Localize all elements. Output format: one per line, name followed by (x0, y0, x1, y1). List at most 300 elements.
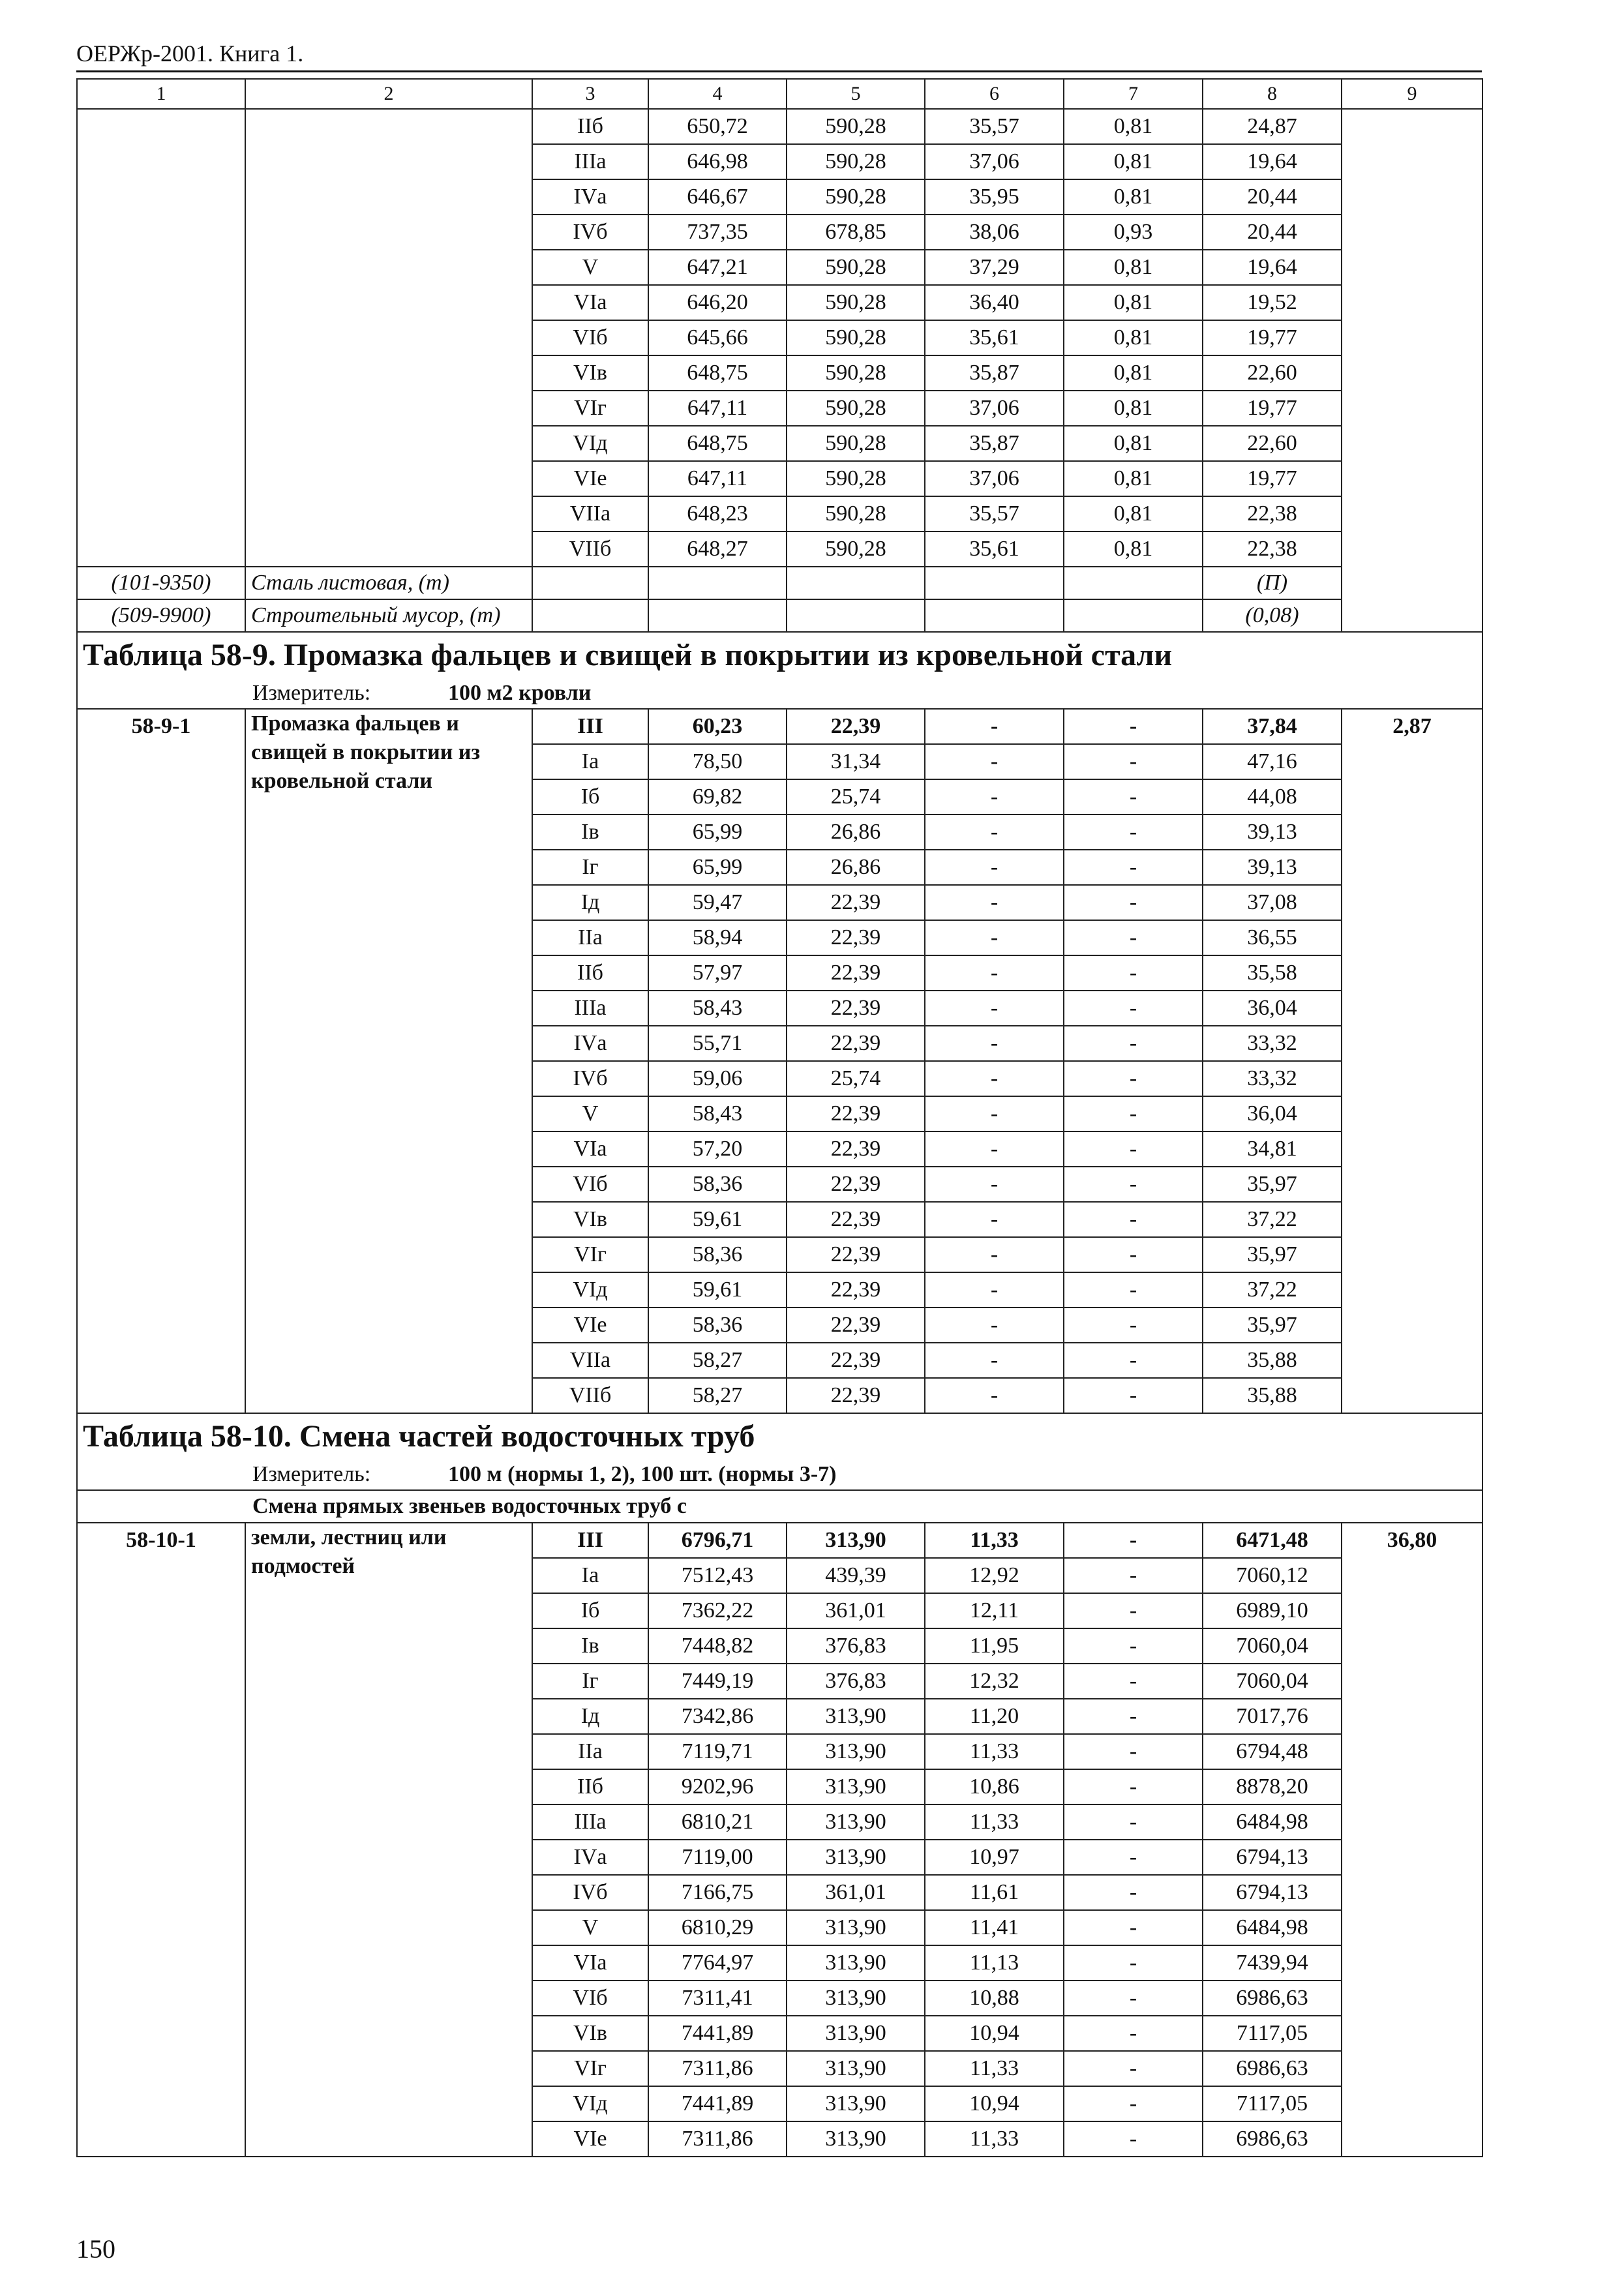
table-title: Таблица 58-9. Промазка фальцев и свищей в покрытии из кровельной стали (77, 632, 1482, 678)
direct-cost-cell: 58,43 (648, 991, 787, 1026)
material-cost-cell: 22,60 (1203, 355, 1342, 391)
empty-cell (787, 599, 925, 632)
driver-wage-cell: - (1064, 1734, 1203, 1769)
material-name: Строительный мусор, (т) (245, 599, 532, 632)
column-number: 1 (77, 79, 245, 109)
zone-cell: Iг (532, 1664, 648, 1699)
labor-cost-cell: 26,86 (787, 850, 925, 885)
machine-cost-cell: - (925, 955, 1064, 991)
direct-cost-cell: 646,98 (648, 144, 787, 179)
column-number-row (77, 79, 1482, 109)
driver-wage-cell: - (1064, 920, 1203, 955)
material-row (77, 567, 1482, 599)
direct-cost-cell: 647,21 (648, 250, 787, 285)
zone-cell: VIг (532, 2051, 648, 2086)
driver-wage-cell: - (1064, 2051, 1203, 2086)
zone-cell: IVа (532, 1026, 648, 1061)
column-number: 7 (1064, 79, 1203, 109)
material-code: (509-9900) (77, 599, 245, 632)
zone-cell: VIб (532, 1981, 648, 2016)
running-header: ОЕРЖр-2001. Книга 1. (76, 40, 304, 67)
table-row (77, 709, 1482, 744)
driver-wage-cell: - (1064, 1981, 1203, 2016)
material-cost-cell: 6484,98 (1203, 1910, 1342, 1945)
table-row (77, 1523, 1482, 1558)
direct-cost-cell: 58,43 (648, 1096, 787, 1131)
zone-cell: VIд (532, 426, 648, 461)
direct-cost-cell: 647,11 (648, 461, 787, 496)
direct-cost-cell: 7441,89 (648, 2086, 787, 2121)
labor-cost-cell: 313,90 (787, 1523, 925, 1558)
material-cost-cell: 44,08 (1203, 779, 1342, 815)
labor-cost-cell: 678,85 (787, 215, 925, 250)
machine-cost-cell: 35,95 (925, 179, 1064, 215)
col9-value: 36,80 (1342, 1523, 1482, 2157)
machine-cost-cell: - (925, 1167, 1064, 1202)
material-cost-cell: 37,22 (1203, 1272, 1342, 1308)
table-row (77, 109, 1482, 144)
labor-cost-cell: 22,39 (787, 1096, 925, 1131)
zone-cell: VIIб (532, 1378, 648, 1413)
labor-cost-cell: 590,28 (787, 496, 925, 531)
direct-cost-cell: 59,61 (648, 1202, 787, 1237)
col9-value: 2,87 (1342, 709, 1482, 1413)
zone-cell: VIа (532, 285, 648, 320)
machine-cost-cell: - (925, 779, 1064, 815)
zone-cell: Iа (532, 744, 648, 779)
direct-cost-cell: 58,36 (648, 1308, 787, 1343)
labor-cost-cell: 313,90 (787, 1840, 925, 1875)
driver-wage-cell: - (1064, 1061, 1203, 1096)
direct-cost-cell: 59,47 (648, 885, 787, 920)
column-number: 6 (925, 79, 1064, 109)
labor-cost-cell: 313,90 (787, 1769, 925, 1804)
subheading-row (77, 1490, 1482, 1523)
zone-cell: IIа (532, 920, 648, 955)
material-cost-cell: 35,97 (1203, 1167, 1342, 1202)
labor-cost-cell: 313,90 (787, 1981, 925, 2016)
labor-cost-cell: 361,01 (787, 1875, 925, 1910)
empty-cell (532, 599, 648, 632)
driver-wage-cell: - (1064, 850, 1203, 885)
material-cost-cell: 37,08 (1203, 885, 1342, 920)
labor-cost-cell: 361,01 (787, 1593, 925, 1628)
material-cost-cell: 35,58 (1203, 955, 1342, 991)
zone-cell: IIIа (532, 991, 648, 1026)
direct-cost-cell: 7342,86 (648, 1699, 787, 1734)
machine-cost-cell: 10,94 (925, 2016, 1064, 2051)
driver-wage-cell: - (1064, 1026, 1203, 1061)
zone-cell: IIб (532, 1769, 648, 1804)
driver-wage-cell: 0,81 (1064, 144, 1203, 179)
direct-cost-cell: 6810,21 (648, 1804, 787, 1840)
empty-cell (648, 599, 787, 632)
zone-cell: VIе (532, 461, 648, 496)
zone-cell: Iа (532, 1558, 648, 1593)
unit-label: Измеритель: (252, 681, 371, 705)
machine-cost-cell: 11,33 (925, 1734, 1064, 1769)
machine-cost-cell: 12,11 (925, 1593, 1064, 1628)
zone-cell: Iд (532, 1699, 648, 1734)
material-cost-cell: 6986,63 (1203, 2121, 1342, 2157)
material-cost-cell: 7060,04 (1203, 1664, 1342, 1699)
zone-cell: VIб (532, 1167, 648, 1202)
material-cost-cell: 7060,04 (1203, 1628, 1342, 1664)
labor-cost-cell: 590,28 (787, 426, 925, 461)
labor-cost-cell: 313,90 (787, 2086, 925, 2121)
driver-wage-cell: - (1064, 2121, 1203, 2157)
labor-cost-cell: 22,39 (787, 885, 925, 920)
zone-cell: Iб (532, 779, 648, 815)
machine-cost-cell: - (925, 1343, 1064, 1378)
unit-cell (77, 1459, 1482, 1490)
machine-cost-cell: 35,87 (925, 355, 1064, 391)
zone-cell: Iг (532, 850, 648, 885)
table-title: Таблица 58-10. Смена частей водосточных труб (77, 1413, 1482, 1459)
subheading: Смена прямых звеньев водосточных труб с (77, 1490, 1482, 1523)
norm-name: земли, лестниц или подмостей (245, 1523, 532, 2157)
direct-cost-cell: 7166,75 (648, 1875, 787, 1910)
labor-cost-cell: 590,28 (787, 320, 925, 355)
empty-cell (532, 567, 648, 599)
zone-cell: IVа (532, 1840, 648, 1875)
material-cost-cell: 36,04 (1203, 991, 1342, 1026)
labor-cost-cell: 25,74 (787, 1061, 925, 1096)
material-cost-cell: 24,87 (1203, 109, 1342, 144)
material-cost-cell: 19,77 (1203, 461, 1342, 496)
driver-wage-cell: - (1064, 1131, 1203, 1167)
machine-cost-cell: 11,33 (925, 1523, 1064, 1558)
machine-cost-cell: - (925, 885, 1064, 920)
column-number: 8 (1203, 79, 1342, 109)
zone-cell: IIб (532, 955, 648, 991)
unit-cell (77, 678, 1482, 709)
driver-wage-cell: 0,93 (1064, 215, 1203, 250)
direct-cost-cell: 65,99 (648, 850, 787, 885)
code-cell (77, 109, 245, 567)
direct-cost-cell: 58,36 (648, 1237, 787, 1272)
material-cost-cell: 19,77 (1203, 320, 1342, 355)
labor-cost-cell: 376,83 (787, 1664, 925, 1699)
zone-cell: IIб (532, 109, 648, 144)
driver-wage-cell: - (1064, 1202, 1203, 1237)
labor-cost-cell: 22,39 (787, 1237, 925, 1272)
driver-wage-cell: - (1064, 885, 1203, 920)
machine-cost-cell: - (925, 991, 1064, 1026)
machine-cost-cell: 11,61 (925, 1875, 1064, 1910)
labor-cost-cell: 313,90 (787, 2121, 925, 2157)
direct-cost-cell: 6796,71 (648, 1523, 787, 1558)
zone-cell: VIд (532, 1272, 648, 1308)
labor-cost-cell: 590,28 (787, 179, 925, 215)
material-cost-cell: 19,52 (1203, 285, 1342, 320)
zone-cell: VIг (532, 391, 648, 426)
machine-cost-cell: 10,86 (925, 1769, 1064, 1804)
labor-cost-cell: 313,90 (787, 1910, 925, 1945)
driver-wage-cell: - (1064, 1804, 1203, 1840)
labor-cost-cell: 22,39 (787, 920, 925, 955)
labor-cost-cell: 22,39 (787, 991, 925, 1026)
rates-table (76, 78, 1483, 2157)
direct-cost-cell: 7311,86 (648, 2051, 787, 2086)
empty-cell (1064, 567, 1203, 599)
driver-wage-cell: 0,81 (1064, 250, 1203, 285)
material-cost-cell: 35,97 (1203, 1237, 1342, 1272)
labor-cost-cell: 313,90 (787, 2051, 925, 2086)
zone-cell: Iд (532, 885, 648, 920)
material-cost-cell: 39,13 (1203, 815, 1342, 850)
machine-cost-cell: 10,88 (925, 1981, 1064, 2016)
driver-wage-cell: - (1064, 1699, 1203, 1734)
driver-wage-cell: - (1064, 1945, 1203, 1981)
driver-wage-cell: 0,81 (1064, 179, 1203, 215)
material-cost-cell: 6794,13 (1203, 1840, 1342, 1875)
driver-wage-cell: - (1064, 1628, 1203, 1664)
labor-cost-cell: 313,90 (787, 1734, 925, 1769)
direct-cost-cell: 7764,97 (648, 1945, 787, 1981)
material-cost-cell: 7060,12 (1203, 1558, 1342, 1593)
zone-cell: VIIб (532, 531, 648, 567)
zone-cell: VIв (532, 2016, 648, 2051)
driver-wage-cell: 0,81 (1064, 461, 1203, 496)
machine-cost-cell: 12,92 (925, 1558, 1064, 1593)
zone-cell: IVб (532, 1875, 648, 1910)
driver-wage-cell: 0,81 (1064, 320, 1203, 355)
empty-cell (925, 567, 1064, 599)
labor-cost-cell: 22,39 (787, 955, 925, 991)
driver-wage-cell: 0,81 (1064, 355, 1203, 391)
driver-wage-cell: 0,81 (1064, 426, 1203, 461)
labor-cost-cell: 26,86 (787, 815, 925, 850)
zone-cell: VIа (532, 1131, 648, 1167)
table-title-row (77, 1413, 1482, 1459)
driver-wage-cell: - (1064, 779, 1203, 815)
zone-cell: IVб (532, 1061, 648, 1096)
unit-row (77, 678, 1482, 709)
labor-cost-cell: 22,39 (787, 1202, 925, 1237)
zone-cell: IIIа (532, 144, 648, 179)
labor-cost-cell: 313,90 (787, 1804, 925, 1840)
material-cost-cell: 19,64 (1203, 250, 1342, 285)
driver-wage-cell: - (1064, 1840, 1203, 1875)
direct-cost-cell: 7311,86 (648, 2121, 787, 2157)
machine-cost-cell: - (925, 850, 1064, 885)
machine-cost-cell: 35,61 (925, 531, 1064, 567)
material-cost-cell: 35,97 (1203, 1308, 1342, 1343)
driver-wage-cell: - (1064, 1343, 1203, 1378)
material-row (77, 599, 1482, 632)
header-rule (76, 70, 1482, 72)
material-cost-cell: 22,38 (1203, 531, 1342, 567)
material-cost-cell: 6794,48 (1203, 1734, 1342, 1769)
machine-cost-cell: - (925, 744, 1064, 779)
zone-cell: V (532, 1910, 648, 1945)
driver-wage-cell: - (1064, 1593, 1203, 1628)
empty-cell (1064, 599, 1203, 632)
table-body (77, 79, 1482, 2157)
direct-cost-cell: 58,27 (648, 1343, 787, 1378)
material-cost-cell: 33,32 (1203, 1061, 1342, 1096)
machine-cost-cell: 36,40 (925, 285, 1064, 320)
zone-cell: V (532, 250, 648, 285)
zone-cell: IIа (532, 1734, 648, 1769)
material-cost-cell: 7117,05 (1203, 2086, 1342, 2121)
zone-cell: VIб (532, 320, 648, 355)
driver-wage-cell: - (1064, 1272, 1203, 1308)
material-name: Сталь листовая, (т) (245, 567, 532, 599)
labor-cost-cell: 22,39 (787, 1167, 925, 1202)
driver-wage-cell: - (1064, 1167, 1203, 1202)
driver-wage-cell: 0,81 (1064, 285, 1203, 320)
machine-cost-cell: - (925, 1378, 1064, 1413)
material-qty: (П) (1203, 567, 1342, 599)
labor-cost-cell: 590,28 (787, 144, 925, 179)
machine-cost-cell: 10,94 (925, 2086, 1064, 2121)
labor-cost-cell: 22,39 (787, 1272, 925, 1308)
machine-cost-cell: 11,41 (925, 1910, 1064, 1945)
labor-cost-cell: 22,39 (787, 709, 925, 744)
driver-wage-cell: - (1064, 1378, 1203, 1413)
material-cost-cell: 7117,05 (1203, 2016, 1342, 2051)
direct-cost-cell: 57,20 (648, 1131, 787, 1167)
unit-value: 100 м2 кровли (448, 681, 592, 705)
zone-cell: IIIа (532, 1804, 648, 1840)
driver-wage-cell: - (1064, 2086, 1203, 2121)
material-cost-cell: 6986,63 (1203, 2051, 1342, 2086)
machine-cost-cell: 37,06 (925, 461, 1064, 496)
direct-cost-cell: 646,20 (648, 285, 787, 320)
material-cost-cell: 33,32 (1203, 1026, 1342, 1061)
direct-cost-cell: 58,94 (648, 920, 787, 955)
material-cost-cell: 47,16 (1203, 744, 1342, 779)
direct-cost-cell: 55,71 (648, 1026, 787, 1061)
direct-cost-cell: 7119,71 (648, 1734, 787, 1769)
material-qty: (0,08) (1203, 599, 1342, 632)
unit-row (77, 1459, 1482, 1490)
zone-cell: VIв (532, 355, 648, 391)
labor-cost-cell: 376,83 (787, 1628, 925, 1664)
zone-cell: Iб (532, 1593, 648, 1628)
zone-cell: VIа (532, 1945, 648, 1981)
labor-cost-cell: 22,39 (787, 1343, 925, 1378)
zone-cell: III (532, 1523, 648, 1558)
machine-cost-cell: 35,57 (925, 496, 1064, 531)
unit-value: 100 м (нормы 1, 2), 100 шт. (нормы 3-7) (448, 1462, 837, 1486)
direct-cost-cell: 648,27 (648, 531, 787, 567)
driver-wage-cell: 0,81 (1064, 531, 1203, 567)
zone-cell: III (532, 709, 648, 744)
machine-cost-cell: - (925, 815, 1064, 850)
direct-cost-cell: 650,72 (648, 109, 787, 144)
direct-cost-cell: 647,11 (648, 391, 787, 426)
direct-cost-cell: 9202,96 (648, 1769, 787, 1804)
zone-cell: VIIа (532, 1343, 648, 1378)
material-cost-cell: 6989,10 (1203, 1593, 1342, 1628)
driver-wage-cell: - (1064, 1910, 1203, 1945)
labor-cost-cell: 25,74 (787, 779, 925, 815)
machine-cost-cell: 11,13 (925, 1945, 1064, 1981)
empty-cell (787, 567, 925, 599)
machine-cost-cell: - (925, 1131, 1064, 1167)
material-cost-cell: 35,88 (1203, 1343, 1342, 1378)
machine-cost-cell: 11,33 (925, 2051, 1064, 2086)
material-cost-cell: 34,81 (1203, 1131, 1342, 1167)
labor-cost-cell: 590,28 (787, 285, 925, 320)
direct-cost-cell: 7362,22 (648, 1593, 787, 1628)
name-cell (245, 109, 532, 567)
zone-cell: IVа (532, 179, 648, 215)
driver-wage-cell: - (1064, 991, 1203, 1026)
direct-cost-cell: 7449,19 (648, 1664, 787, 1699)
machine-cost-cell: - (925, 1308, 1064, 1343)
labor-cost-cell: 22,39 (787, 1026, 925, 1061)
direct-cost-cell: 7119,00 (648, 1840, 787, 1875)
machine-cost-cell: 37,06 (925, 144, 1064, 179)
empty-cell (925, 599, 1064, 632)
col9-cell (1342, 109, 1482, 632)
labor-cost-cell: 590,28 (787, 531, 925, 567)
labor-cost-cell: 31,34 (787, 744, 925, 779)
column-number: 5 (787, 79, 925, 109)
direct-cost-cell: 57,97 (648, 955, 787, 991)
unit-label: Измеритель: (252, 1462, 371, 1486)
machine-cost-cell: 37,06 (925, 391, 1064, 426)
machine-cost-cell: - (925, 1096, 1064, 1131)
zone-cell: VIе (532, 1308, 648, 1343)
direct-cost-cell: 648,75 (648, 355, 787, 391)
material-cost-cell: 6986,63 (1203, 1981, 1342, 2016)
empty-cell (648, 567, 787, 599)
material-cost-cell: 6484,98 (1203, 1804, 1342, 1840)
direct-cost-cell: 648,75 (648, 426, 787, 461)
material-cost-cell: 36,04 (1203, 1096, 1342, 1131)
machine-cost-cell: - (925, 1202, 1064, 1237)
driver-wage-cell: - (1064, 1558, 1203, 1593)
zone-cell: IVб (532, 215, 648, 250)
material-cost-cell: 37,84 (1203, 709, 1342, 744)
zone-cell: VIд (532, 2086, 648, 2121)
machine-cost-cell: 11,33 (925, 1804, 1064, 1840)
labor-cost-cell: 590,28 (787, 461, 925, 496)
zone-cell: Iв (532, 1628, 648, 1664)
driver-wage-cell: - (1064, 815, 1203, 850)
direct-cost-cell: 646,67 (648, 179, 787, 215)
machine-cost-cell: 38,06 (925, 215, 1064, 250)
machine-cost-cell: - (925, 1026, 1064, 1061)
table-title-row (77, 632, 1482, 678)
direct-cost-cell: 60,23 (648, 709, 787, 744)
machine-cost-cell: 35,57 (925, 109, 1064, 144)
zone-cell: VIе (532, 2121, 648, 2157)
labor-cost-cell: 590,28 (787, 355, 925, 391)
page-number: 150 (76, 2234, 115, 2264)
labor-cost-cell: 439,39 (787, 1558, 925, 1593)
direct-cost-cell: 59,61 (648, 1272, 787, 1308)
zone-cell: V (532, 1096, 648, 1131)
machine-cost-cell: 11,95 (925, 1628, 1064, 1664)
machine-cost-cell: - (925, 1272, 1064, 1308)
material-cost-cell: 20,44 (1203, 179, 1342, 215)
zone-cell: VIIа (532, 496, 648, 531)
driver-wage-cell: - (1064, 709, 1203, 744)
material-cost-cell: 22,60 (1203, 426, 1342, 461)
driver-wage-cell: - (1064, 1308, 1203, 1343)
column-number: 4 (648, 79, 787, 109)
material-cost-cell: 6794,13 (1203, 1875, 1342, 1910)
material-cost-cell: 8878,20 (1203, 1769, 1342, 1804)
machine-cost-cell: 10,97 (925, 1840, 1064, 1875)
machine-cost-cell: 35,87 (925, 426, 1064, 461)
